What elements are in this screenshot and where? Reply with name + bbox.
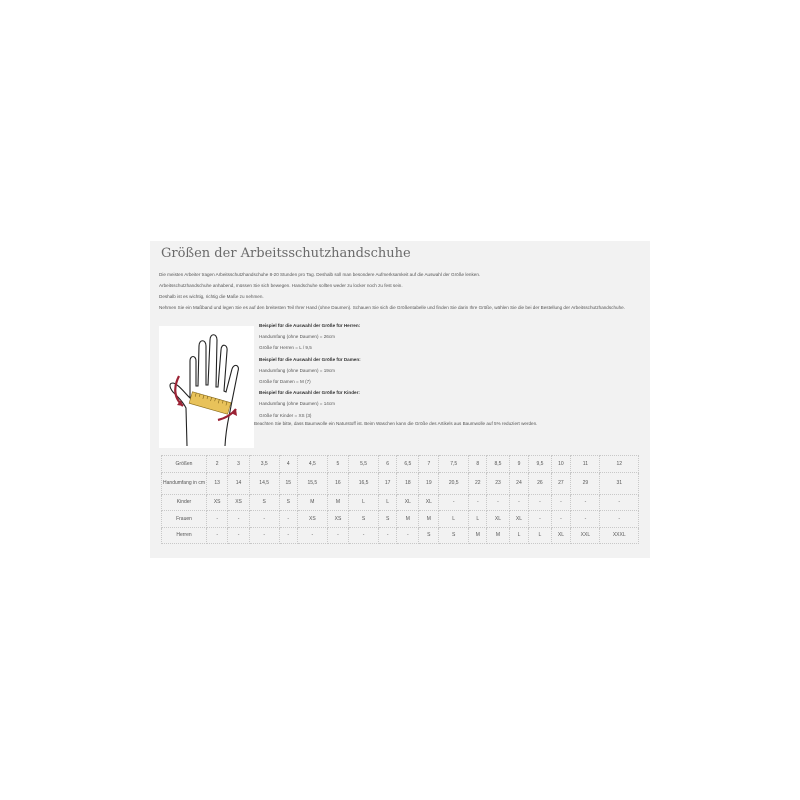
- table-cell: L: [469, 511, 487, 528]
- table-cell: -: [279, 527, 297, 544]
- table-cell: -: [207, 527, 228, 544]
- row-label: Kinder: [162, 494, 207, 511]
- table-cell: M: [469, 527, 487, 544]
- table-cell: -: [297, 527, 327, 544]
- table-cell: 15: [279, 472, 297, 494]
- table-cell: 27: [551, 472, 571, 494]
- example-heading-children: Beispiel für die Auswahl der Größe für Kinder:: [259, 390, 360, 396]
- table-cell: L: [379, 494, 397, 511]
- size-examples: [259, 323, 619, 424]
- size-table: [161, 455, 639, 544]
- size-table-row: [162, 456, 639, 473]
- table-cell: S: [349, 511, 379, 528]
- table-cell: 12: [600, 456, 639, 473]
- table-cell: XS: [228, 494, 249, 511]
- table-cell: -: [327, 527, 348, 544]
- table-cell: -: [600, 511, 639, 528]
- page-title: Größen der Arbeitsschutzhandschuhe: [161, 246, 411, 261]
- example-heading-women: Beispiel für die Auswahl der Größe für Damen:: [259, 356, 361, 362]
- table-cell: 22: [469, 472, 487, 494]
- table-cell: 15,5: [297, 472, 327, 494]
- table-cell: -: [379, 527, 397, 544]
- table-cell: 18: [397, 472, 419, 494]
- table-cell: 14,5: [249, 472, 279, 494]
- table-cell: 5: [327, 456, 348, 473]
- hand-measure-icon: [159, 326, 254, 448]
- table-cell: 7: [419, 456, 439, 473]
- table-cell: 5,5: [349, 456, 379, 473]
- table-cell: XS: [207, 494, 228, 511]
- table-cell: 9: [509, 456, 529, 473]
- table-cell: -: [487, 494, 509, 511]
- table-cell: L: [439, 511, 469, 528]
- example-line: Handumfang (ohne Daumen) = 14cm: [259, 401, 335, 407]
- table-cell: XL: [509, 511, 529, 528]
- table-cell: 9,5: [529, 456, 551, 473]
- table-cell: -: [551, 494, 571, 511]
- table-cell: M: [327, 494, 348, 511]
- example-line: Handumfang (ohne Daumen) = 19cm: [259, 367, 335, 373]
- table-cell: -: [439, 494, 469, 511]
- table-cell: XS: [297, 511, 327, 528]
- table-cell: 29: [571, 472, 600, 494]
- table-cell: -: [228, 527, 249, 544]
- size-table-row: [162, 527, 639, 544]
- table-cell: 17: [379, 472, 397, 494]
- table-cell: -: [249, 511, 279, 528]
- table-cell: XXL: [571, 527, 600, 544]
- row-label: Herren: [162, 527, 207, 544]
- example-heading-men: Beispiel für die Auswahl der Größe für Herren:: [259, 323, 361, 328]
- table-cell: S: [439, 527, 469, 544]
- table-cell: -: [207, 511, 228, 528]
- table-cell: -: [571, 511, 600, 528]
- table-cell: 6,5: [397, 456, 419, 473]
- table-cell: 4,5: [297, 456, 327, 473]
- hand-measurement-illustration: [159, 326, 254, 448]
- table-cell: 23: [487, 472, 509, 494]
- table-cell: -: [228, 511, 249, 528]
- table-cell: M: [487, 527, 509, 544]
- intro-paragraph-3: Deshalb ist es wichtig, richtig die Maße zu nehmen.: [159, 294, 264, 299]
- table-cell: 11: [571, 456, 600, 473]
- table-cell: 31: [600, 472, 639, 494]
- example-line: Größe für Damen = M (7): [259, 378, 311, 384]
- table-cell: 16,5: [349, 472, 379, 494]
- example-line: Handumfang (ohne Daumen) = 26cm: [259, 334, 335, 340]
- size-table-row: [162, 472, 639, 494]
- table-cell: -: [469, 494, 487, 511]
- table-cell: -: [397, 527, 419, 544]
- table-cell: 8: [469, 456, 487, 473]
- table-cell: XS: [327, 511, 348, 528]
- table-cell: -: [529, 494, 551, 511]
- table-cell: 2: [207, 456, 228, 473]
- table-cell: 26: [529, 472, 551, 494]
- table-cell: 8,5: [487, 456, 509, 473]
- size-guide-panel: [150, 241, 650, 558]
- cotton-shrink-note: Beachten Sie bitte, dass Baumwolle ein Naturstoff ist. Beim Waschen kann die Größe des Artikels aus Baumwolle auf 5% reduziert werden.: [254, 421, 538, 426]
- table-cell: XXXL: [600, 527, 639, 544]
- table-cell: XL: [397, 494, 419, 511]
- table-cell: 7,5: [439, 456, 469, 473]
- table-cell: S: [279, 494, 297, 511]
- table-cell: 14: [228, 472, 249, 494]
- table-cell: XL: [419, 494, 439, 511]
- table-cell: L: [349, 494, 379, 511]
- intro-paragraph-1: Die meisten Arbeiter tragen Arbeitsschutzhandschuhe 8-20 Stunden pro Tag. Deshalb soll man besondere Aufmerksamkeit auf die Auswahl der Größe lenken.: [159, 272, 481, 277]
- table-cell: M: [419, 511, 439, 528]
- table-cell: M: [297, 494, 327, 511]
- row-label: Frauen: [162, 511, 207, 528]
- table-cell: 13: [207, 472, 228, 494]
- table-cell: -: [529, 511, 551, 528]
- table-cell: -: [249, 527, 279, 544]
- size-table-row: [162, 511, 639, 528]
- table-cell: 10: [551, 456, 571, 473]
- table-cell: 4: [279, 456, 297, 473]
- table-cell: -: [551, 511, 571, 528]
- row-label: Handumfang in cm: [162, 472, 207, 494]
- table-cell: S: [419, 527, 439, 544]
- table-cell: -: [279, 511, 297, 528]
- intro-paragraph-2: Arbeitsschutzhandschuhe anhabend, müssen Sie sich bewegen. Handschuhe sollten weder zu locker noch zu fest sein.: [159, 283, 403, 288]
- table-cell: 3: [228, 456, 249, 473]
- table-cell: L: [529, 527, 551, 544]
- table-cell: -: [600, 494, 639, 511]
- table-cell: 3,5: [249, 456, 279, 473]
- table-cell: 20,5: [439, 472, 469, 494]
- example-line: Größe für Kinder = XS (3): [259, 412, 312, 418]
- table-cell: 19: [419, 472, 439, 494]
- table-cell: 24: [509, 472, 529, 494]
- table-cell: XL: [487, 511, 509, 528]
- example-line: Größe für Herren = L / 9,5: [259, 345, 312, 351]
- intro-paragraph-4: Nehmen Sie ein Maßband und legen Sie es auf den breitesten Teil Ihrer Hand (ohne Daumen). Schauen Sie sich die Größentabelle und finden Sie darin Ihre Größe, wählen Sie die bei der Bestellung der Arbeitsschutzhandschuhe.: [159, 305, 625, 310]
- row-label: Größen: [162, 456, 207, 473]
- table-cell: XL: [551, 527, 571, 544]
- table-cell: S: [379, 511, 397, 528]
- size-table-row: [162, 494, 639, 511]
- table-cell: L: [509, 527, 529, 544]
- table-cell: 16: [327, 472, 348, 494]
- table-cell: -: [571, 494, 600, 511]
- table-cell: -: [349, 527, 379, 544]
- table-cell: M: [397, 511, 419, 528]
- table-cell: 6: [379, 456, 397, 473]
- table-cell: S: [249, 494, 279, 511]
- table-cell: -: [509, 494, 529, 511]
